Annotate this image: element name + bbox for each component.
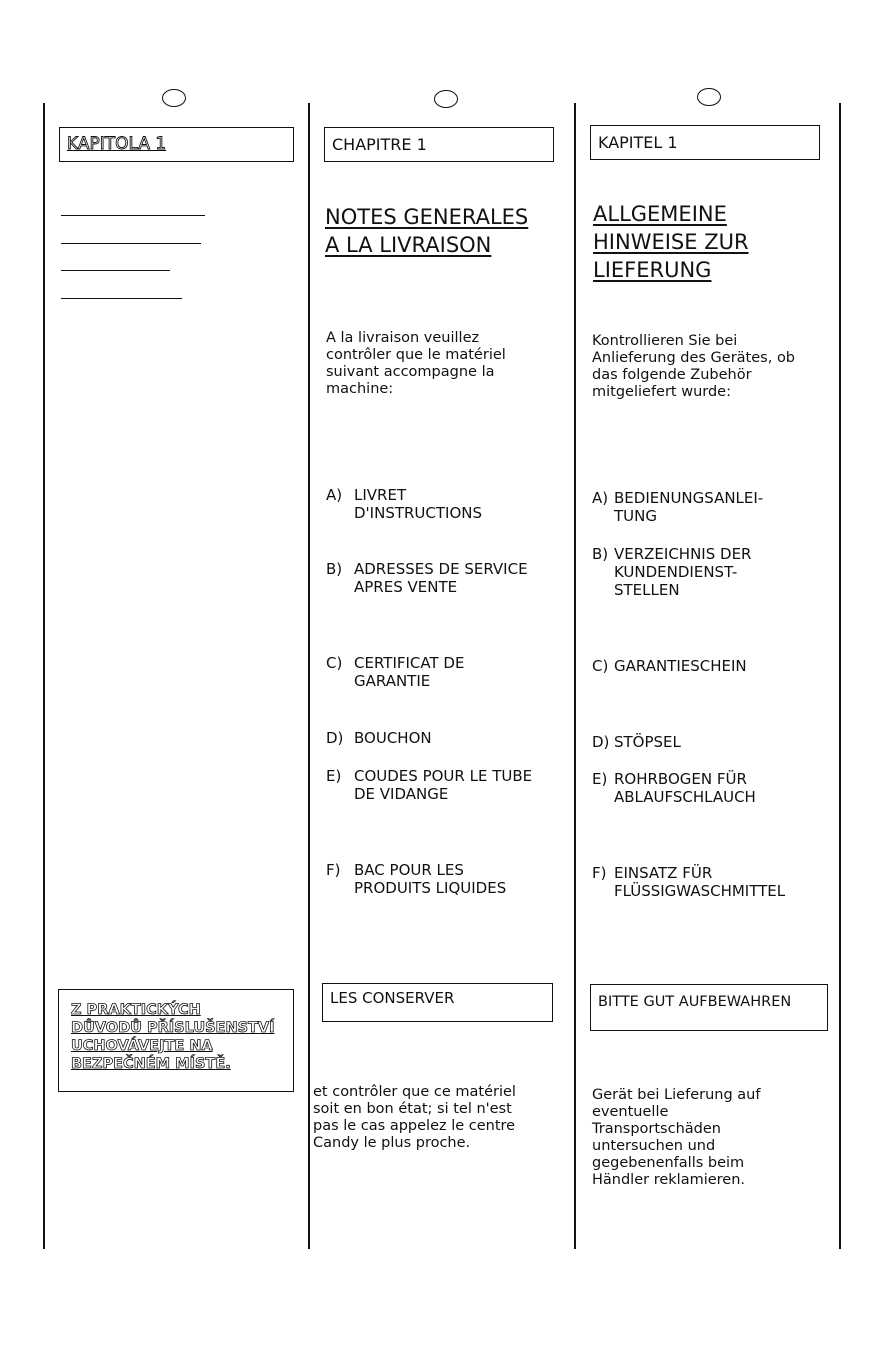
language-marker-cz — [162, 89, 186, 107]
accessory-item-fr-b: B) ADRESSES DE SERVICE APRES VENTE — [326, 560, 528, 596]
keep-label-de: BITTE GUT AUFBEWAHREN — [598, 994, 792, 1010]
keep-label-fr: LES CONSERVER — [330, 989, 455, 1007]
accessory-item-fr-e: E) COUDES POUR LE TUBE DE VIDANGE — [326, 767, 533, 803]
accessory-item-de-d: D) STÖPSEL — [592, 733, 681, 751]
accessory-item-fr-d: D) BOUCHON — [326, 729, 432, 747]
blank-heading-line-4 — [61, 298, 182, 299]
keep-box-de — [590, 984, 828, 1031]
column-rule-left — [43, 103, 45, 1249]
accessory-item-de-f: F) EINSATZ FÜR FLÜSSIGWASCHMITTEL — [592, 864, 786, 900]
language-marker-de — [697, 88, 721, 106]
outro-text-de: Gerät bei Lieferung auf eventuelle Transportschäden untersuchen und gegebenenfalls beim Händler reklamieren. — [592, 1087, 761, 1188]
outro-text-fr: et contrôler que ce matériel soit en bon état; si tel n'est pas le cas appelez le centre Candy le plus proche. — [313, 1084, 516, 1151]
section-heading-de: ALLGEMEINE HINWEISE ZUR LIEFERUNG — [593, 202, 749, 282]
keep-note-cz: Z PRAKTICKÝCH DŮVODŮ PŘÍSLUŠENSTVÍ UCHOVÁVEJTE NA BEZPEČNÉM MÍSTĚ. — [71, 1002, 275, 1072]
chapter-box-fr — [324, 127, 554, 162]
blank-heading-line-2 — [61, 243, 201, 244]
blank-heading-line-3 — [61, 270, 170, 271]
chapter-box-de — [590, 125, 820, 160]
chapter-box-cz — [59, 127, 294, 162]
keep-box-fr — [322, 983, 553, 1022]
intro-text-fr: A la livraison veuillez contrôler que le matériel suivant accompagne la machine: — [326, 330, 506, 397]
keep-note-box-cz — [58, 989, 294, 1092]
chapter-label-cz: KAPITOLA 1 — [67, 134, 167, 154]
language-marker-fr — [434, 90, 458, 108]
accessory-item-de-e: E) ROHRBOGEN FÜR ABLAUFSCHLAUCH — [592, 770, 756, 806]
column-rule-right — [839, 103, 841, 1249]
chapter-label-de: KAPITEL 1 — [598, 133, 678, 152]
accessory-item-de-b: B) VERZEICHNIS DER KUNDENDIENST- STELLEN — [592, 545, 752, 599]
intro-text-de: Kontrollieren Sie bei Anlieferung des Gerätes, ob das folgende Zubehör mitgeliefert wurde: — [592, 333, 796, 400]
chapter-label-fr: CHAPITRE 1 — [332, 135, 427, 154]
accessory-item-de-a: A) BEDIENUNGSANLEI- TUNG — [592, 489, 764, 525]
accessory-item-de-c: C) GARANTIESCHEIN — [592, 657, 747, 675]
accessory-item-fr-f: F) BAC POUR LES PRODUITS LIQUIDES — [326, 861, 507, 897]
column-rule-3 — [574, 103, 576, 1249]
accessory-item-fr-c: C) CERTIFICAT DE GARANTIE — [326, 654, 465, 690]
blank-heading-line-1 — [61, 215, 205, 216]
section-heading-fr: NOTES GENERALES A LA LIVRAISON — [325, 205, 529, 257]
accessory-item-fr-a: A) LIVRET D'INSTRUCTIONS — [326, 486, 483, 522]
column-rule-2 — [308, 103, 310, 1249]
